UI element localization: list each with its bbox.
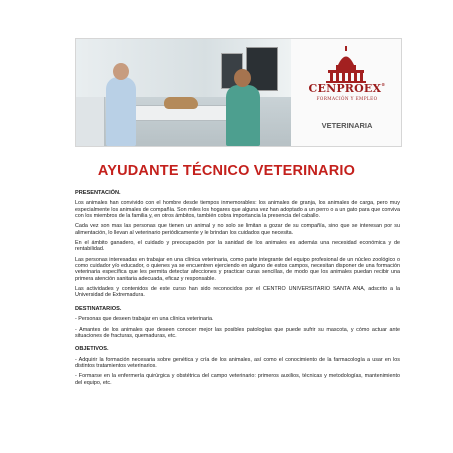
list-item: - Personas que deseen trabajar en una clínica veterinaria. — [75, 316, 214, 323]
heading-objetivos: OBJETIVOS. — [75, 346, 109, 353]
page-title: AYUDANTE TÉCNICO VETERINARIO — [97, 163, 356, 179]
dome-icon — [324, 45, 368, 83]
heading-presentacion: PRESENTACIÓN. — [75, 190, 121, 196]
header-banner — [75, 38, 402, 147]
paragraph: En el ámbito ganadero, el cuidado y preocupación por la sanidad de los animales es además una necesidad económica y de rentabilidad. — [75, 240, 400, 253]
brand-name: CENPROEX® — [308, 82, 386, 95]
paragraph: Los animales han convivido con el hombre desde tiempos inmemorables: los animales de granja, los animales de carga, pero muy especialmente los animales de compañía. Son miles los hogares que alguna vez han adoptado a un perro o a un gato para que conviva con los miembros de la familia y, en otros ámbitos, también cobra importancia la presencia del caballo. — [75, 200, 400, 220]
veterinary-clinic-photo — [76, 39, 291, 146]
document-body — [75, 190, 400, 390]
list-item: - Formarse en la enfermería quirúrgica y obstétrica del campo veterinario: primeros auxilios, técnicas y metodologías, mantenimiento del equipo, etc. — [75, 373, 400, 386]
paragraph: Las actividades y contenidos de este curso han sido reconocidos por el CENTRO UNIVERSITARIO SANTA ANA, adscrito a la Universidad de Extremadura. — [75, 286, 400, 299]
brand-tagline: FORMACIÓN Y EMPLEO — [316, 96, 378, 101]
list-item: - Adquirir la formación necesaria sobre genética y cría de los animales, así como el conocimiento de la farmacología a usar en los distintos tratamientos veterinarios. — [75, 356, 400, 369]
list-item: - Amantes de los animales que deseen conocer mejor las posibles patologías que puede sufrir su mascota, y cómo actuar ante situaciones de fracturas, quemaduras, etc. — [75, 326, 400, 339]
heading-destinatarios: DESTINATARIOS. — [75, 305, 122, 312]
cenproex-logo — [292, 39, 401, 146]
paragraph: Cada vez son mas las personas que tienen un animal y no solo se limitan a gozar de su compañía, sino que se interesan por su alimentación, lo llevan al veterinario periódicamente y le brindan los cuidados que necesita. — [75, 223, 400, 236]
paragraph: Las personas interesadas en trabajar en una clínica veterinaria, como parte integrante del equipo profesional de un núcleo zoológico o como cuidador y/o educador, o quienes ya se encuentren ejerciendo en alguno de estos campos, necesitan disponer de una formación veterinaria específica que les permita detectar afecciones y practicar curas sencillas, de modo que los animales puedan recibir una primera atención sanitaria adecuada, eficaz y responsable. — [75, 256, 400, 282]
section-label: VETERINARIA — [321, 121, 373, 130]
